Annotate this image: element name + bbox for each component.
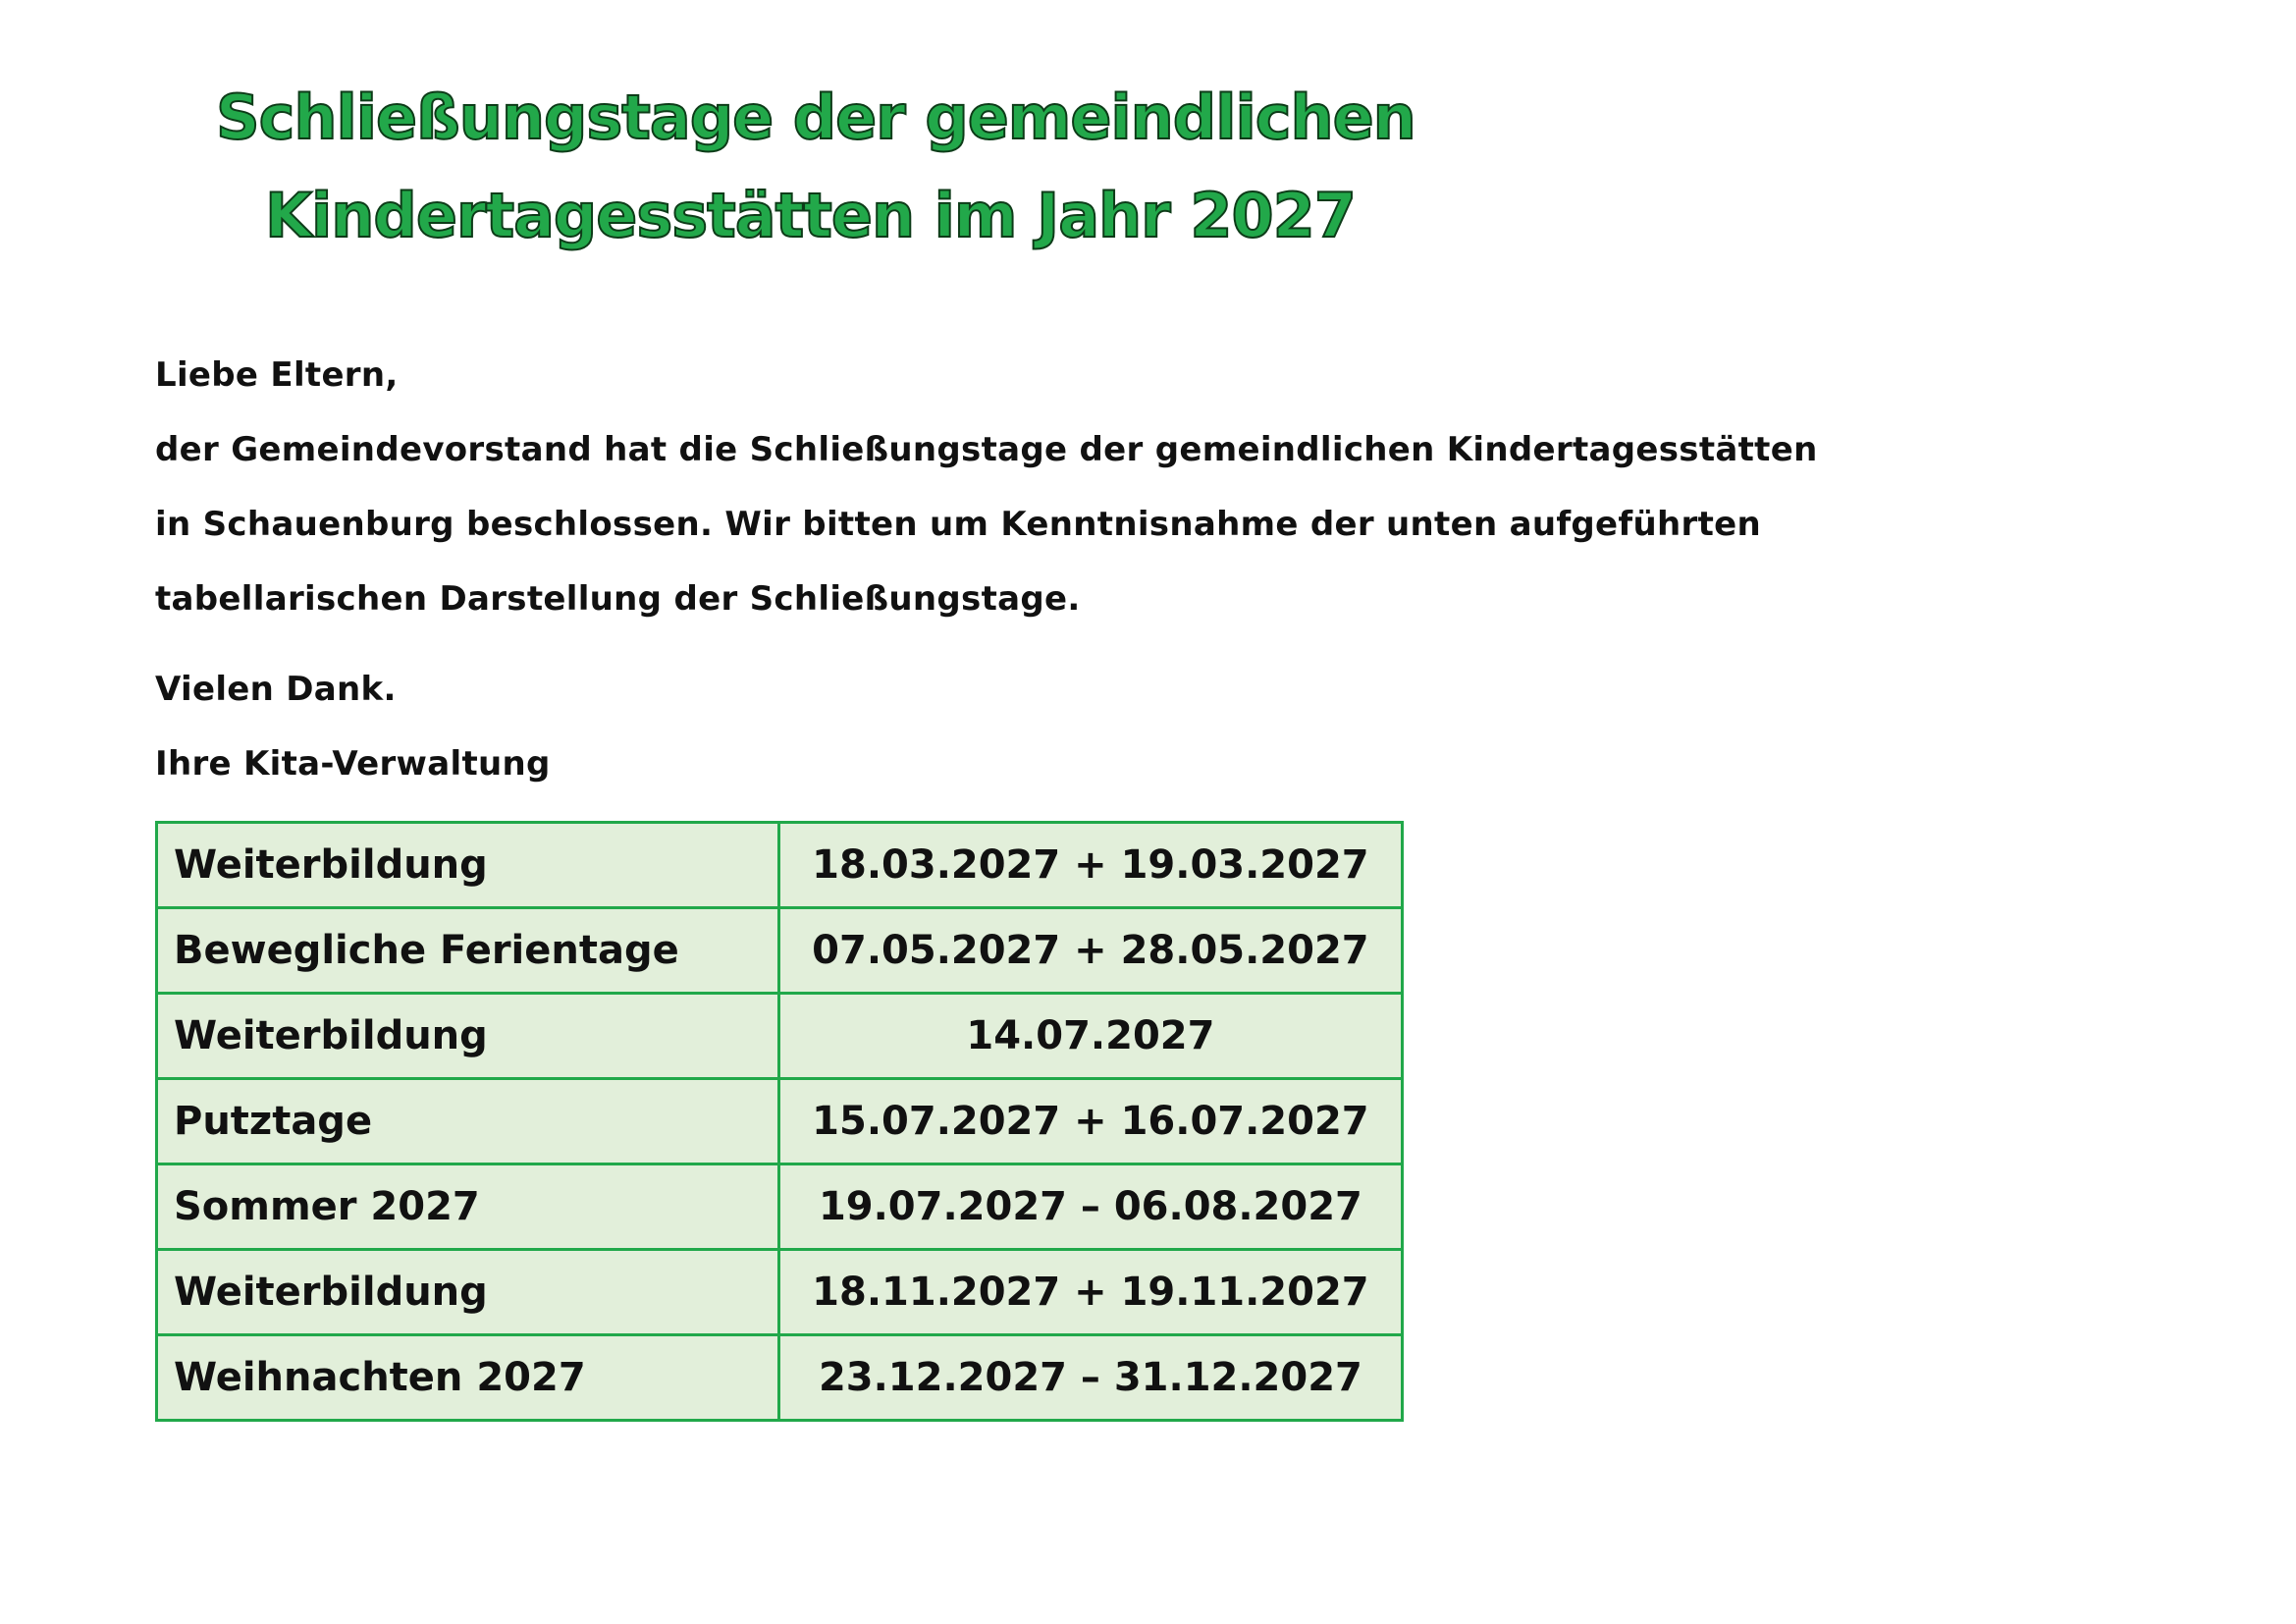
closing-dates-cell: 19.07.2027 – 06.08.2027	[778, 1164, 1402, 1250]
closing-dates-cell: 15.07.2027 + 16.07.2027	[778, 1079, 1402, 1164]
table-row	[157, 1079, 1403, 1164]
table-row	[157, 908, 1403, 994]
closing-dates-cell: 23.12.2027 – 31.12.2027	[778, 1335, 1402, 1421]
thanks-line: Vielen Dank.	[155, 670, 397, 709]
title-line-1: Schließungstage der gemeindlichen	[216, 81, 1415, 153]
closing-dates-cell: 14.07.2027	[778, 994, 1402, 1079]
body-line-2: in Schauenburg beschlossen. Wir bitten um Kenntnisnahme der unten aufgeführten	[155, 505, 1762, 544]
salutation: Liebe Eltern,	[155, 355, 399, 395]
closing-dates-cell: 07.05.2027 + 28.05.2027	[778, 908, 1402, 994]
closing-type-cell: Weiterbildung	[157, 994, 779, 1079]
table-row	[157, 823, 1403, 908]
body-line-3: tabellarischen Darstellung der Schließungstage.	[155, 579, 1081, 619]
intro-letter	[155, 338, 1818, 801]
document-title	[167, 69, 1415, 265]
closing-type-cell: Weihnachten 2027	[157, 1335, 779, 1421]
table-row	[157, 1250, 1403, 1335]
closing-type-cell: Putztage	[157, 1079, 779, 1164]
closing-days-table	[155, 821, 1404, 1422]
closing-type-cell: Weiterbildung	[157, 1250, 779, 1335]
closing-type-cell: Sommer 2027	[157, 1164, 779, 1250]
closing-dates-cell: 18.03.2027 + 19.03.2027	[778, 823, 1402, 908]
closing-dates-cell: 18.11.2027 + 19.11.2027	[778, 1250, 1402, 1335]
closing-type-cell: Bewegliche Ferientage	[157, 908, 779, 994]
signature-line: Ihre Kita-Verwaltung	[155, 744, 551, 784]
table-row	[157, 994, 1403, 1079]
body-line-1: der Gemeindevorstand hat die Schließungstage der gemeindlichen Kindertagesstätten	[155, 430, 1818, 469]
title-line-2: Kindertagesstätten im Jahr 2027	[265, 180, 1356, 251]
table-row	[157, 1164, 1403, 1250]
closing-type-cell: Weiterbildung	[157, 823, 779, 908]
table-row	[157, 1335, 1403, 1421]
